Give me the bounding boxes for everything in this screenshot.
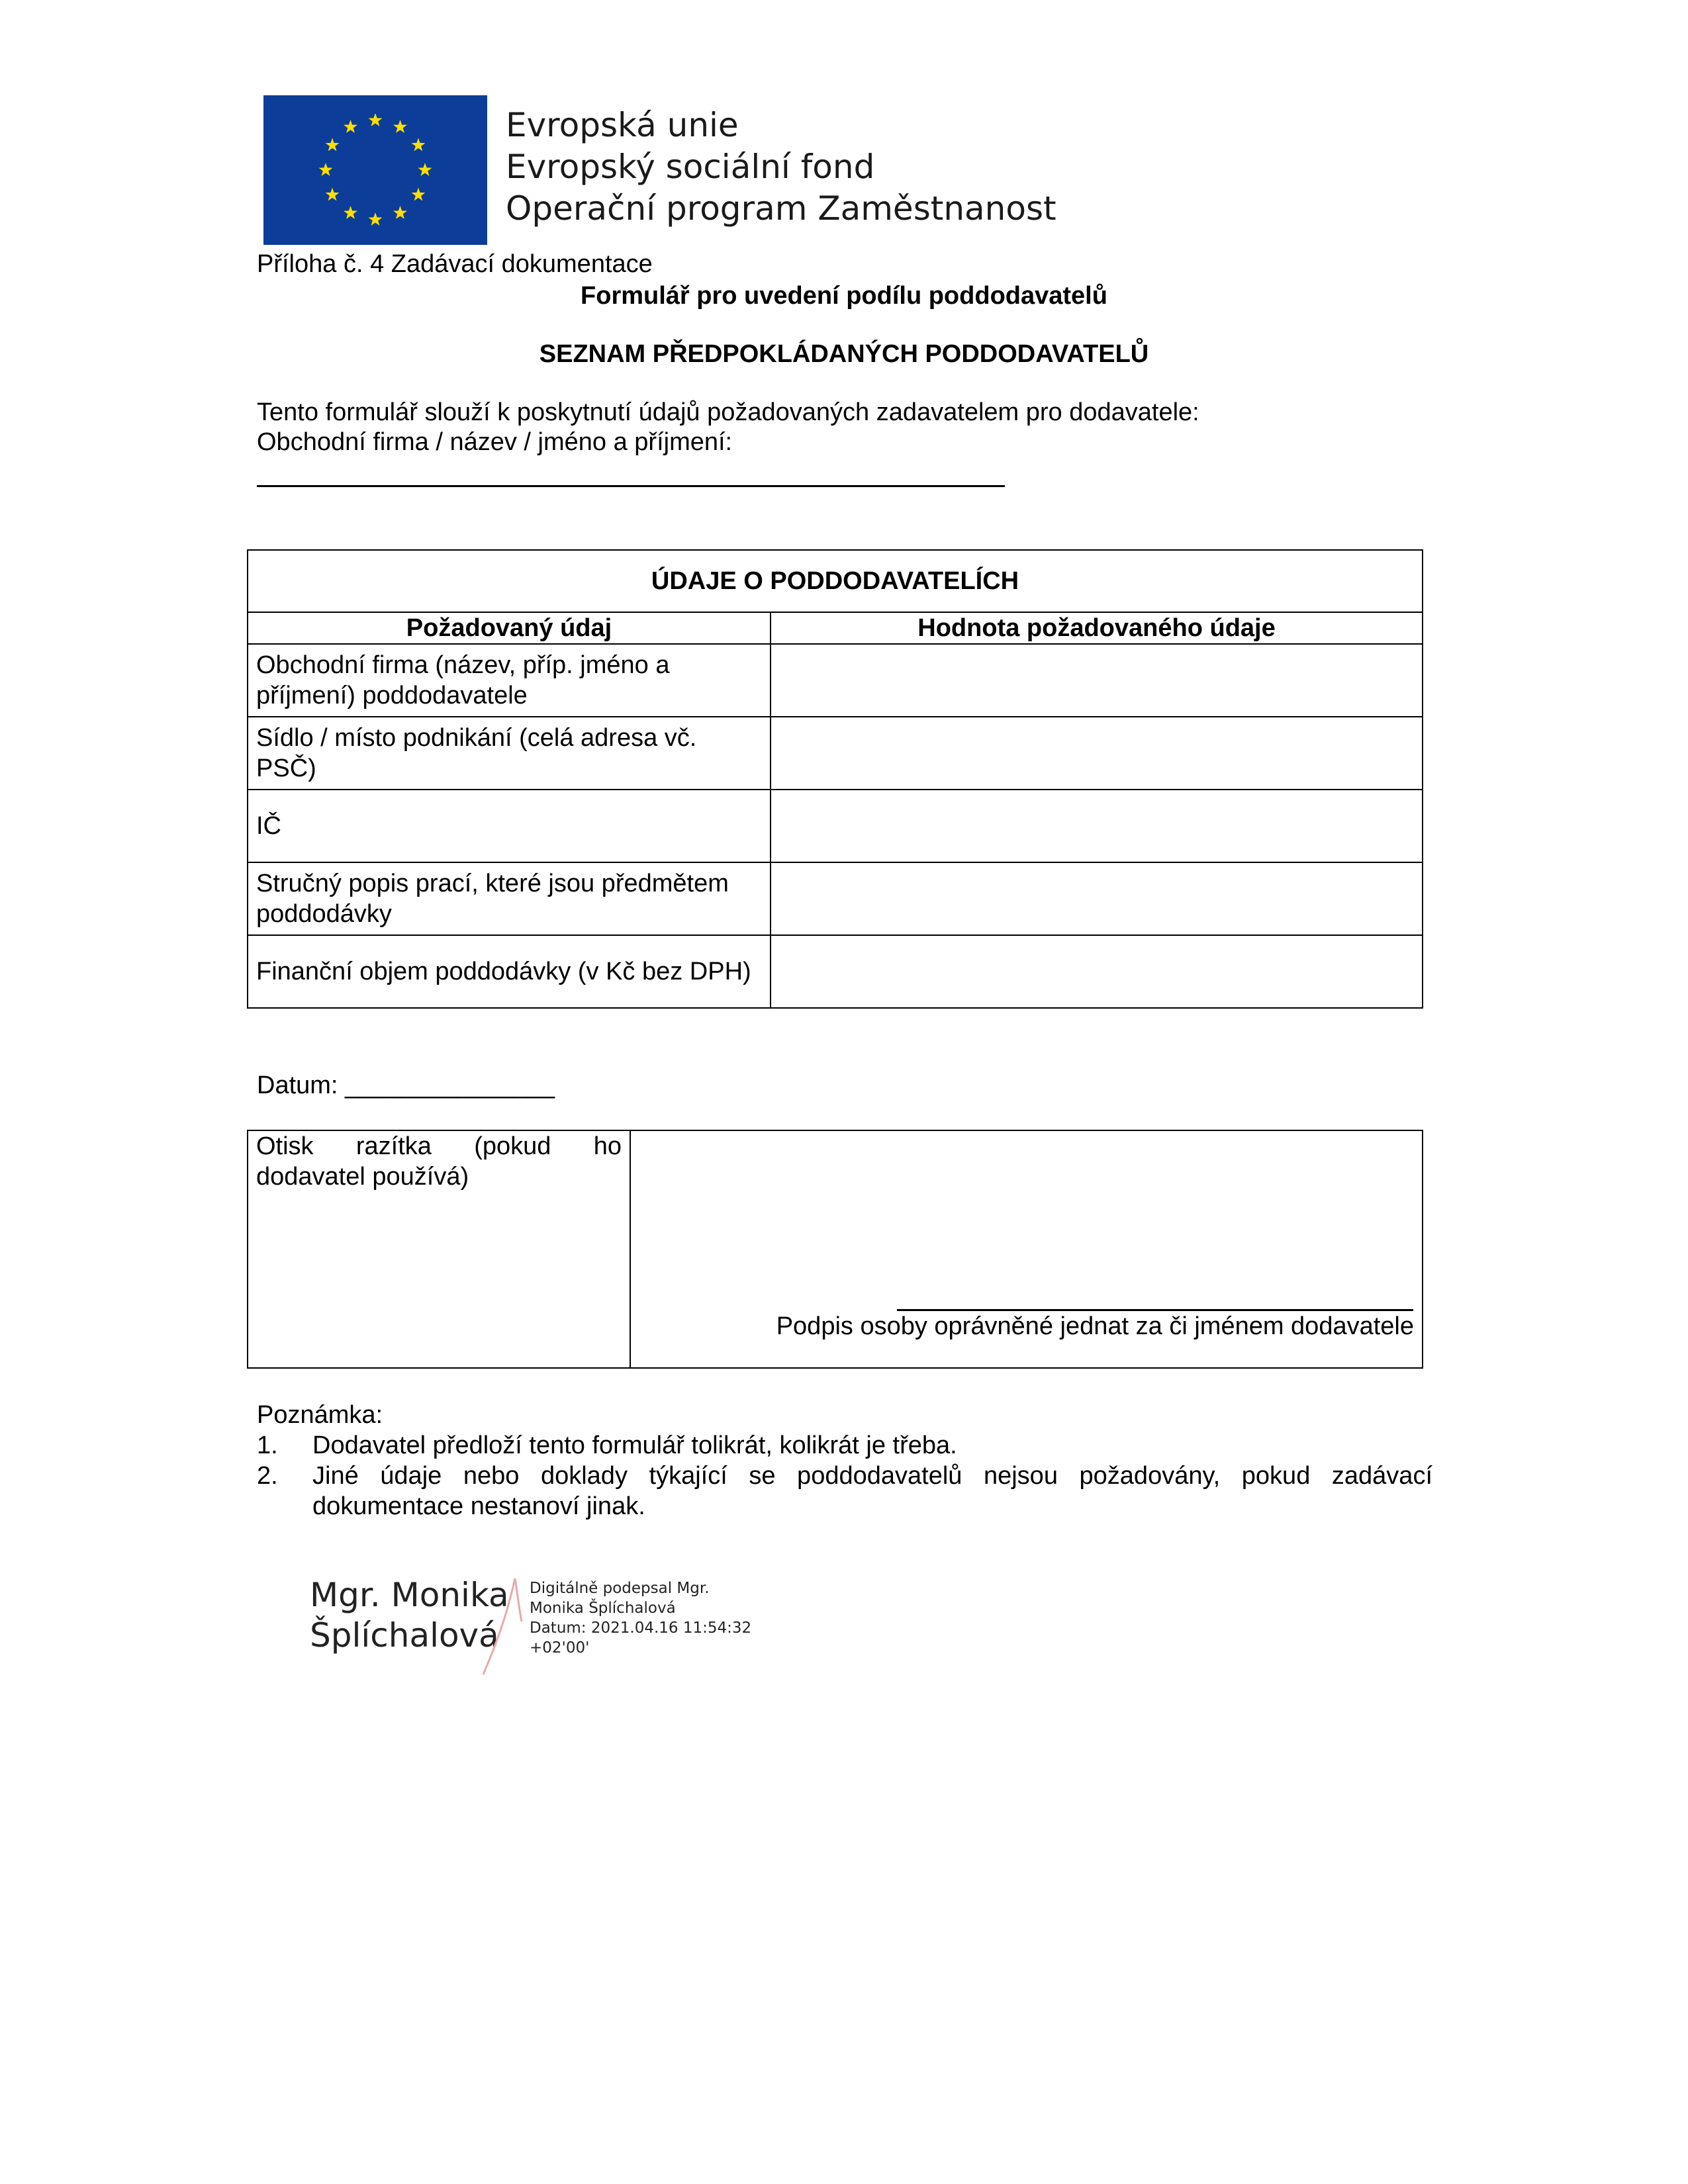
row-label-company: Obchodní firma (název, příp. jméno a příjmení) poddodavatele — [248, 644, 771, 717]
note-text: Dodavatel předloží tento formulář tolikrát, kolikrát je třeba. — [312, 1432, 957, 1459]
signature-label: Podpis osoby oprávněné jednat za či jménem dodavatele — [776, 1312, 1414, 1340]
signature-info-line: +02'00' — [530, 1639, 590, 1657]
intro-line-2: Obchodní firma / název / jméno a příjmení: — [257, 428, 733, 456]
row-label-financial-volume: Finanční objem poddodávky (v Kč bez DPH) — [248, 935, 771, 1008]
table-row — [248, 717, 1423, 790]
note-number: 1. — [257, 1432, 278, 1459]
note-item — [257, 1461, 1432, 1522]
row-value-address[interactable] — [771, 717, 1423, 790]
row-value-financial-volume[interactable] — [771, 935, 1423, 1008]
signature-info-line: Datum: 2021.04.16 11:54:32 — [530, 1619, 752, 1637]
row-value-company[interactable] — [771, 644, 1423, 717]
eu-line-union: Evropská unie — [506, 106, 739, 144]
annex-label: Příloha č. 4 Zadávací dokumentace — [257, 250, 653, 278]
signature-name-line-1: Mgr. Monika — [310, 1576, 509, 1614]
stamp-signature-box — [247, 1130, 1423, 1369]
table-row — [248, 935, 1423, 1008]
eu-line-programme: Operační program Zaměstnanost — [506, 189, 1056, 228]
note-number: 2. — [257, 1462, 278, 1490]
date-field[interactable]: Datum: _______________ — [257, 1071, 555, 1099]
col-header-value: Hodnota požadovaného údaje — [771, 612, 1423, 644]
form-title: Formulář pro uvedení podílu poddodavatelů — [581, 282, 1107, 310]
stamp-label: Otisk razítka (pokud ho dodavatel používá) — [256, 1132, 622, 1191]
note-item — [257, 1430, 1432, 1461]
eu-programme-text — [506, 105, 1056, 230]
table-row — [248, 790, 1423, 862]
subcontractor-table — [247, 549, 1423, 1009]
stamp-field[interactable] — [248, 1131, 631, 1367]
eu-line-fund: Evropský sociální fond — [506, 148, 875, 186]
eu-flag-stars-icon — [263, 95, 487, 245]
digital-signature-details — [530, 1578, 751, 1658]
notes-section — [257, 1400, 1432, 1522]
eu-flag-logo — [263, 95, 487, 245]
signature-info-line: Digitálně podepsal Mgr. — [530, 1580, 710, 1597]
row-label-address: Sídlo / místo podnikání (celá adresa vč. PSČ) — [248, 717, 771, 790]
signature-name-line-2: Šplíchalová — [310, 1616, 499, 1655]
notes-heading: Poznámka: — [257, 1401, 383, 1429]
col-header-required: Požadovaný údaj — [248, 612, 771, 644]
table-title: ÚDAJE O PODDODAVATELÍCH — [248, 550, 1423, 612]
intro-line-1: Tento formulář slouží k poskytnutí údajů požadovaných zadavatelem pro dodavatele: — [257, 398, 1199, 426]
table-row — [248, 862, 1423, 935]
row-label-work-description: Stručný popis prací, které jsou předmětem poddodávky — [248, 862, 771, 935]
supplier-name-line[interactable] — [257, 485, 1005, 487]
row-label-ic: IČ — [248, 790, 771, 862]
row-value-work-description[interactable] — [771, 862, 1423, 935]
list-title: SEZNAM PŘEDPOKLÁDANÝCH PODDODAVATELŮ — [539, 340, 1149, 368]
signature-info-line: Monika Šplíchalová — [530, 1600, 676, 1617]
row-value-ic[interactable] — [771, 790, 1423, 862]
note-text: Jiné údaje nebo doklady týkající se poddodavatelů nejsou požadovány, pokud zadávací dokumentace nestanoví jinak. — [312, 1462, 1432, 1520]
table-row — [248, 644, 1423, 717]
